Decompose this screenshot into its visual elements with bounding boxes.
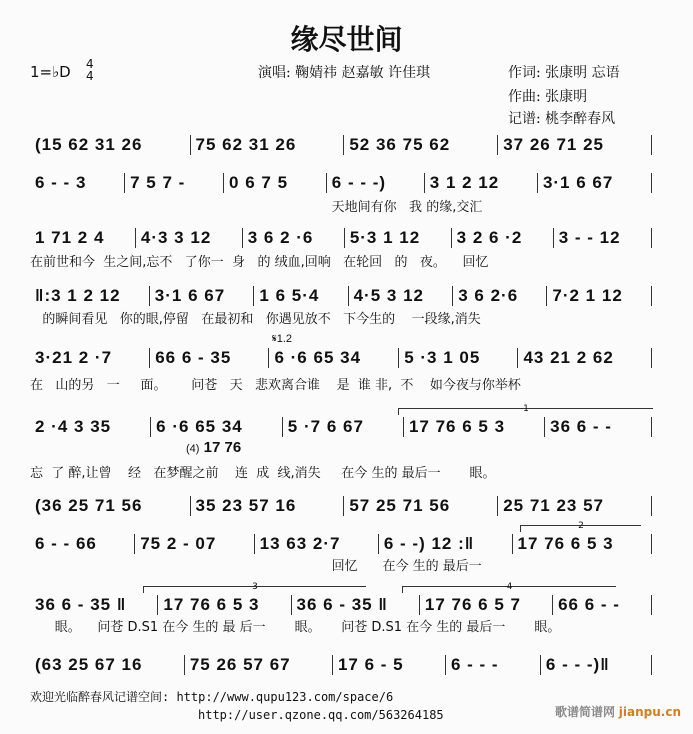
staff-row [30, 496, 652, 516]
composer: 作曲: 张康明 [508, 89, 588, 105]
song-title: 缘尽世间 [290, 23, 403, 56]
singers: 演唱: 鞠婧祎 赵嘉敏 许佳琪 [258, 65, 431, 81]
measure: 66 6 - - [553, 595, 652, 615]
volta-bracket: 4 [402, 586, 616, 593]
measure: 5 ·7 6 67 [283, 417, 404, 437]
measure: 25 71 23 57 [498, 496, 652, 516]
measure: 7 5 7 - [125, 173, 224, 193]
alt-mark: (4) [186, 443, 200, 455]
lyrics-line: 在 山的另 一 面。 问苍 天 悲欢离合谁 是 谁 非, 不 如今夜与你举杯 [30, 378, 521, 393]
measure: 6 - - -)‖ [541, 655, 652, 675]
measure: ‖:3 1 2 12 [30, 286, 150, 306]
volta-bracket: 3 [143, 586, 366, 593]
measure: (36 25 71 56 [30, 496, 191, 516]
watermark [555, 703, 681, 720]
measure: 3 - - 12 [554, 228, 652, 248]
alternate-notes [186, 439, 241, 458]
measure: 75 2 - 07 [135, 534, 254, 554]
measure: 75 26 57 67 [185, 655, 333, 675]
lyrics-line: 回忆 在今 生的 最后一 [30, 559, 482, 574]
measure: (63 25 67 16 [30, 655, 185, 675]
watermark-cn: 歌谱简谱网 [554, 705, 615, 719]
measure: 17 76 6 5 7 [420, 595, 553, 615]
measure: 6 - - 3 [30, 173, 125, 193]
measure: 36 6 - - [545, 417, 652, 437]
time-den: 4 [86, 69, 94, 83]
measure: 7·2 1 12 [547, 286, 652, 306]
staff-row [30, 135, 652, 155]
time-num: 4 [86, 57, 94, 71]
measure: 5·3 1 12 [345, 228, 452, 248]
staff-row [30, 595, 652, 615]
key-signature: 1=♭D [30, 63, 71, 81]
measure: 52 36 75 62 [344, 135, 498, 155]
lyrics-line: 忘 了 醉,让曾 经 在梦醒之前 连 成 线,消失 在今 生的 最后一 眼。 [30, 466, 496, 481]
measure: 3 6 2 ·6 [243, 228, 345, 248]
measure: 43 21 2 62 [518, 348, 652, 368]
measure: 6 - -) 12 :‖ [379, 534, 513, 554]
measure: 17 76 6 5 3 [513, 534, 652, 554]
measure: 75 62 31 26 [191, 135, 345, 155]
measure: 13 63 2·7 [255, 534, 379, 554]
measure: 17 76 6 5 3 [404, 417, 545, 437]
measure: 3·21 2 ·7 [30, 348, 150, 368]
measure: (15 62 31 26 [30, 135, 191, 155]
lyricist: 作词: 张康明 忘语 [508, 65, 620, 81]
measure: 36 6 - 35 ‖ [30, 595, 158, 615]
staff-row [30, 655, 652, 675]
lyrics-line: 的瞬间看见 你的眼,停留 在最初和 你遇见放不 下今生的 一段缘,消失 [30, 312, 481, 327]
measure: 36 6 - 35 ‖ [292, 595, 420, 615]
watermark-en: jianpu.cn [618, 705, 681, 719]
volta-bracket: 1 [398, 408, 653, 415]
measure: 2 ·4 3 35 [30, 417, 151, 437]
segno-mark: 𝄋1.2 [272, 333, 293, 345]
measure: 5 ·3 1 05 [399, 348, 518, 368]
measure: 6 ·6 65 34 [269, 348, 399, 368]
measure: 3·1 6 67 [150, 286, 255, 306]
staff-row [30, 286, 652, 306]
measure: 1 6 5·4 [254, 286, 348, 306]
measure: 17 76 6 5 3 [158, 595, 291, 615]
volta-bracket: 2 [520, 525, 641, 532]
footer-line-2: http://user.qzone.qq.com/563264185 [198, 708, 444, 722]
staff-row [30, 417, 652, 437]
lyrics-line: 眼。 问苍 D.S1 在今 生的 最 后一 眼。 问苍 D.S1 在今 生的 最后一 眼。 [30, 620, 561, 635]
measure: 3 6 2·6 [453, 286, 547, 306]
staff-row [30, 173, 652, 193]
transcriber: 记谱: 桃李醉春风 [508, 111, 616, 127]
measure: 0 6 7 5 [224, 173, 327, 193]
staff-row [30, 228, 652, 248]
lyrics-line: 天地间有你 我 的缘,交汇 [30, 200, 483, 215]
measure: 6 ·6 65 34 [151, 417, 283, 437]
measure: 17 6 - 5 [333, 655, 446, 675]
time-signature [86, 58, 94, 82]
measure: 6 - - - [446, 655, 541, 675]
measure: 57 25 71 56 [344, 496, 498, 516]
measure: 3 1 2 12 [425, 173, 538, 193]
measure: 1 71 2 4 [30, 228, 136, 248]
measure: 6 - - 66 [30, 534, 135, 554]
lyrics-line: 在前世和今 生之间,忘不 了你一 身 的 绒血,回响 在轮回 的 夜。 回忆 [30, 255, 489, 270]
alt-notes: 17 76 [203, 439, 242, 456]
measure: 37 26 71 25 [498, 135, 652, 155]
staff-row [30, 534, 652, 554]
measure: 4·5 3 12 [349, 286, 454, 306]
measure: 6 - - -) [327, 173, 425, 193]
staff-row [30, 348, 652, 368]
footer-line-1: 欢迎光临醉春风记谱空间: http://www.qupu123.com/space/6 [30, 690, 394, 704]
measure: 66 6 - 35 [150, 348, 269, 368]
measure: 4·3 3 12 [136, 228, 243, 248]
measure: 3·1 6 67 [538, 173, 652, 193]
measure: 35 23 57 16 [191, 496, 345, 516]
measure: 3 2 6 ·2 [452, 228, 554, 248]
